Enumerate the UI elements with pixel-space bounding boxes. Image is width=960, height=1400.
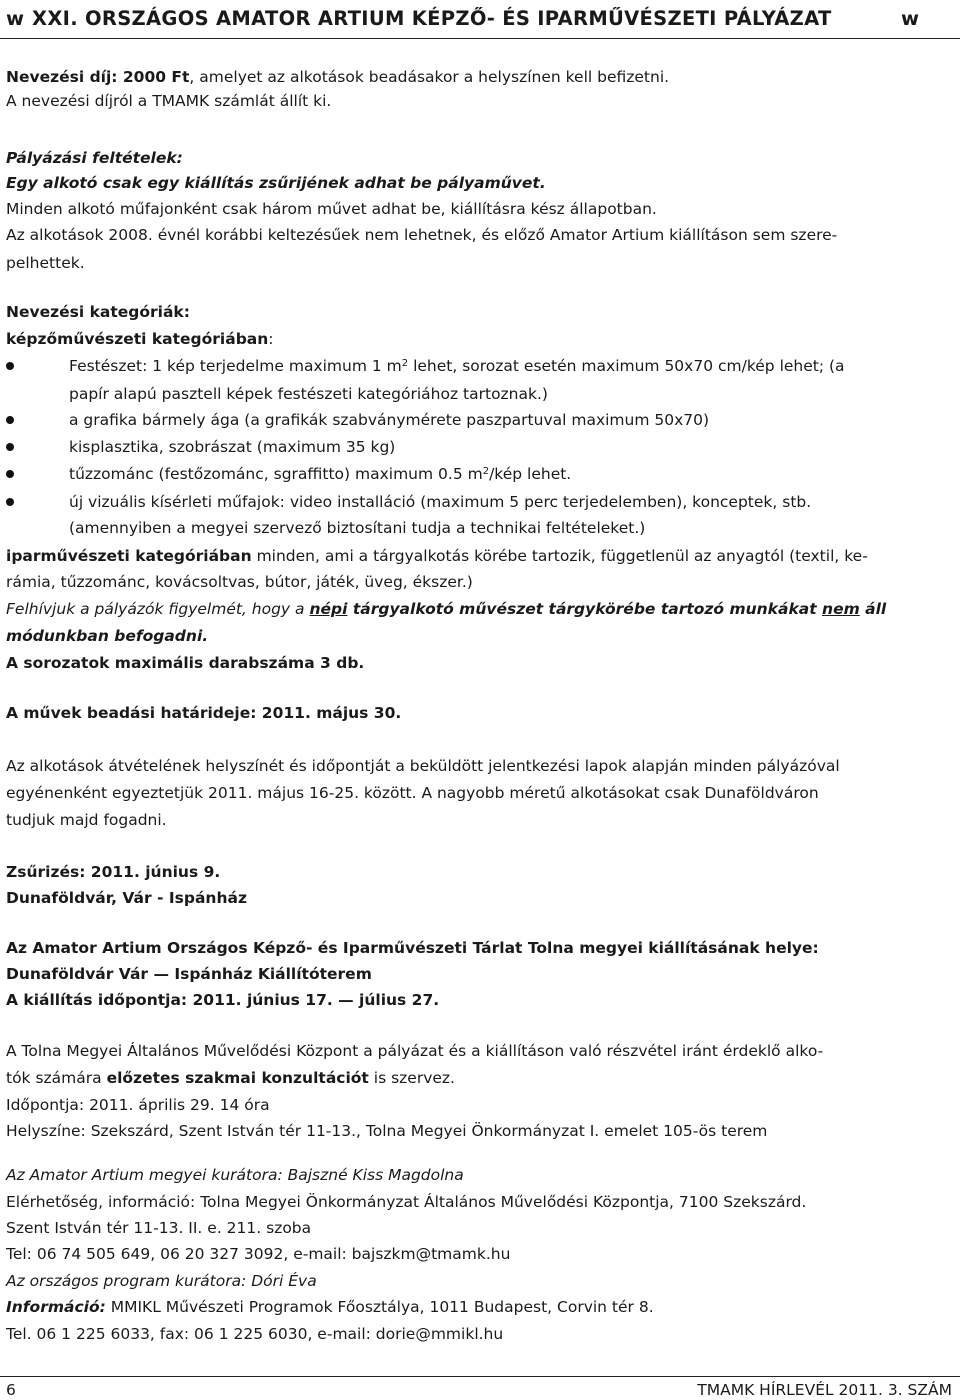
jury-date: Zsűrizés: 2011. június 9. [6, 863, 221, 881]
reception-line2: egyénenként egyeztetjük 2011. május 16-25. között. A nagyobb méretű alkotásokat csak Dunaföldváron [6, 784, 819, 802]
applied-arts-text: minden, ami a tárgyalkotás körébe tartozik, függetlenül az anyagtól (textil, ke- [251, 547, 868, 565]
bullet-icon [6, 416, 14, 424]
county-info1: Elérhetőség, információ: Tolna Megyei Önkormányzat Általános Művelődési Központja, 7100 Szekszárd. [6, 1193, 807, 1211]
notice-text: áll [859, 600, 887, 618]
conditions-line2: Minden alkotó műfajonként csak három művet adhat be, kiállításra kész állapotban. [6, 200, 657, 218]
deadline: A művek beadási határideje: 2011. május 30. [6, 704, 402, 722]
category-item-painting-cont: papír alapú pasztell képek festészeti kategóriához tartoznak.) [69, 385, 548, 403]
folk-notice [6, 599, 886, 619]
notice-nepi: népi [309, 600, 348, 618]
consultation-line2 [6, 1068, 455, 1088]
notice-text: tárgyalkotó művészet tárgykörébe tartozó munkákat [347, 600, 823, 618]
conditions-line3b: pelhettek. [6, 254, 85, 272]
magazine-name: TMAMK HÍRLEVÉL 2011. 3. SZÁM [697, 1381, 952, 1399]
fee-line [6, 67, 669, 87]
series-max: A sorozatok maximális darabszáma 3 db. [6, 654, 365, 672]
national-curator: Az országos program kurátora: Dóri Éva [6, 1272, 317, 1290]
fine-arts-colon: : [268, 330, 274, 348]
folk-notice-cont: módunkban befogadni. [6, 627, 209, 645]
fine-arts-label: képzőművészeti kategóriában [6, 330, 269, 348]
category-item-graphics: a grafika bármely ága (a grafikák szabványmérete paszpartuval maximum 50x70) [69, 411, 710, 429]
exhibition-line2: Dunaföldvár Vár — Ispánház Kiállítóterem [6, 965, 372, 983]
item-sup: 2 [482, 466, 490, 477]
jury-place: Dunaföldvár, Vár - Ispánház [6, 889, 247, 907]
exhibition-line1: Az Amator Artium Országos Képző- és Iparművészeti Tárlat Tolna megyei kiállításának helye: [6, 939, 819, 957]
item-text: lehet, sorozat esetén maximum 50x70 cm/kép lehet; (a [408, 357, 845, 375]
consultation-time: Időpontja: 2011. április 29. 14 óra [6, 1096, 270, 1114]
bullet-icon [6, 362, 14, 370]
header-mark-right: w [901, 7, 920, 30]
consultation-text: is szervez. [368, 1069, 455, 1087]
header-mark-left: w [6, 7, 25, 30]
category-item-enamel [69, 464, 571, 484]
notice-nem: nem [822, 600, 860, 618]
fee-label: Nevezési díj: 2000 Ft [6, 68, 190, 86]
county-info2: Szent István tér 11-13. II. e. 211. szoba [6, 1219, 312, 1237]
conditions-line3: Az alkotások 2008. évnél korábbi keltezésűek nem lehetnek, és előző Amator Artium kiállításon sem szere- [6, 226, 838, 244]
notice-text: Felhívjuk a pályázók figyelmét, hogy a [6, 600, 310, 618]
category-item-visual-cont: (amennyiben a megyei szervező biztosítani tudja a technikai feltételeket.) [69, 519, 646, 537]
item-text: /kép lehet. [489, 465, 572, 483]
reception-line1: Az alkotások átvételének helyszínét és időpontját a beküldött jelentkezési lapok alapján minden pályázóval [6, 757, 840, 775]
exhibition-line3: A kiállítás időpontja: 2011. június 17. — július 27. [6, 991, 440, 1009]
categories-heading: Nevezési kategóriák: [6, 303, 190, 321]
category-item-visual: új vizuális kísérleti műfajok: video installáció (maximum 5 perc terjedelemben), konceptek, stb. [69, 493, 812, 511]
bullet-icon [6, 443, 14, 451]
item-text: tűzzománc (festőzománc, sgraffitto) maximum 0.5 m [69, 465, 483, 483]
page-number: 6 [6, 1381, 16, 1399]
info-label: Információ: [6, 1298, 106, 1316]
item-text: Festészet: 1 kép terjedelme maximum 1 m [69, 357, 402, 375]
page-header [0, 0, 960, 39]
consultation-place: Helyszíne: Szekszárd, Szent István tér 11-13., Tolna Megyei Önkormányzat I. emelet 105-ös terem [6, 1122, 768, 1140]
bullet-icon [6, 498, 14, 506]
item-sup: 2 [401, 358, 409, 369]
bullet-icon [6, 470, 14, 478]
conditions-heading: Pályázási feltételek: [6, 149, 183, 167]
consultation-text: tók számára [6, 1069, 107, 1087]
applied-arts-line [6, 546, 868, 566]
reception-line3: tudjuk majd fogadni. [6, 811, 167, 829]
consultation-highlight: előzetes szakmai konzultációt [106, 1069, 369, 1087]
applied-arts-label: iparművészeti kategóriában [6, 547, 252, 565]
header-title: XXI. ORSZÁGOS AMATOR ARTIUM KÉPZŐ- ÉS IPARMŰVÉSZETI PÁLYÁZAT [32, 7, 832, 30]
page-footer [0, 1376, 960, 1400]
fine-arts-line [6, 329, 274, 349]
consultation-line1: A Tolna Megyei Általános Művelődési Központ a pályázat és a kiállításon való részvétel iránt érdeklő alko- [6, 1042, 824, 1060]
national-info [6, 1297, 654, 1317]
category-item-painting [69, 356, 845, 376]
category-item-sculpture: kisplasztika, szobrászat (maximum 35 kg) [69, 438, 396, 456]
fee-text: , amelyet az alkotások beadásakor a helyszínen kell befizetni. [189, 68, 670, 86]
county-curator: Az Amator Artium megyei kurátora: Bajszné Kiss Magdolna [6, 1166, 464, 1184]
national-tel: Tel. 06 1 225 6033, fax: 06 1 225 6030, e-mail: dorie@mmikl.hu [6, 1325, 504, 1343]
county-tel: Tel: 06 74 505 649, 06 20 327 3092, e-mail: bajszkm@tmamk.hu [6, 1245, 511, 1263]
conditions-line1: Egy alkotó csak egy kiállítás zsűrijének adhat be pályaművet. [6, 174, 546, 192]
applied-arts-line2: rámia, tűzzománc, kovácsoltvas, bútor, játék, üveg, ékszer.) [6, 573, 473, 591]
fee-invoice: A nevezési díjról a TMAMK számlát állít ki. [6, 92, 332, 110]
info-text: MMIKL Művészeti Programok Főosztálya, 1011 Budapest, Corvin tér 8. [105, 1298, 654, 1316]
